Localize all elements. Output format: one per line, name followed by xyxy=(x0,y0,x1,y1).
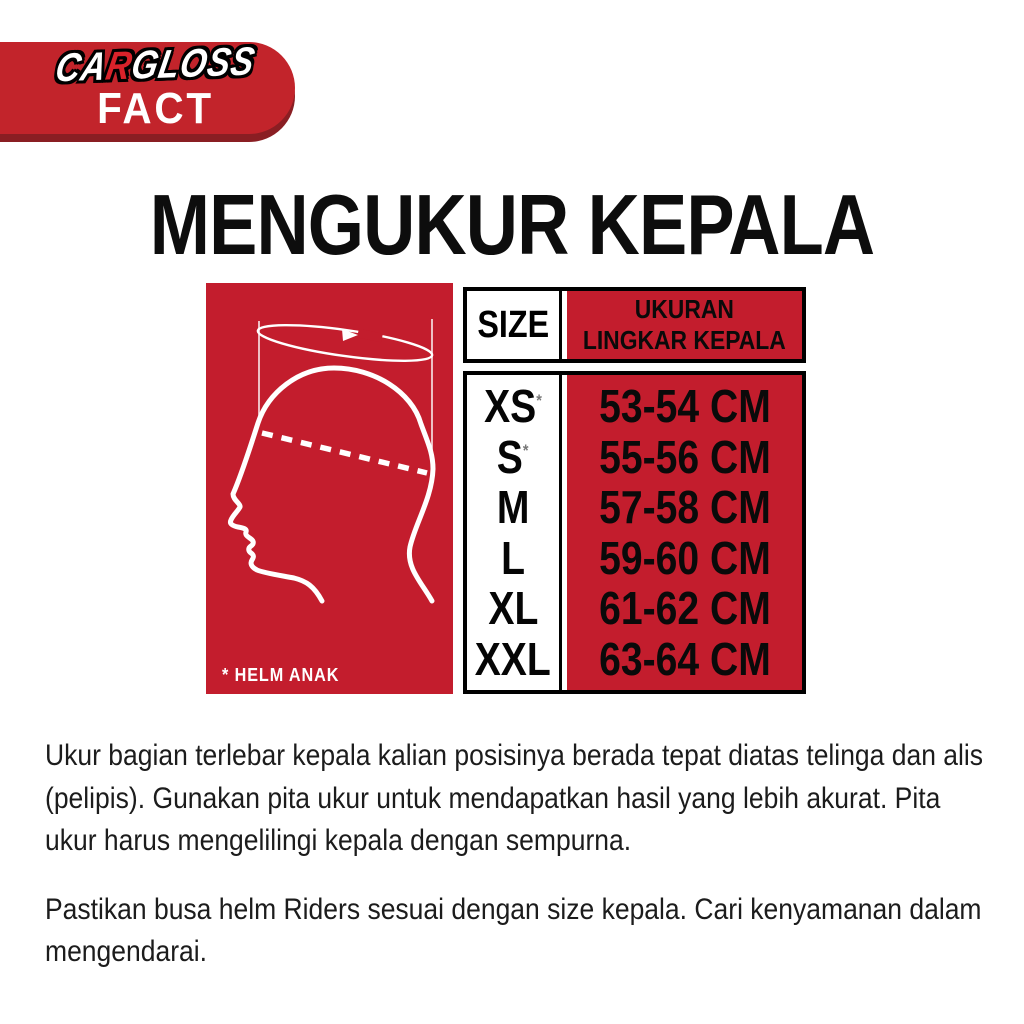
size-row xyxy=(494,430,531,483)
cargloss-fact-banner xyxy=(0,39,295,134)
description xyxy=(45,735,990,974)
head-outline xyxy=(230,368,433,601)
logo-text-r: R xyxy=(102,43,136,89)
size-range: 53-54 CM xyxy=(598,380,771,433)
size-note-asterisk: * xyxy=(523,441,529,461)
figure-caption: * HELM ANAK xyxy=(222,665,340,685)
circumference-dashed-line xyxy=(262,433,427,473)
size-label: M xyxy=(496,481,530,534)
paragraph-measure-instructions: Ukur bagian terlebar kepala kalian posisinya berada tepat diatas telinga dan alis (pelipis). Gunakan pita ukur untuk mendapatkan hasil yang lebih akurat. Pita ukur harus mengelilingi kepala dengan sempurna. xyxy=(45,739,984,858)
logo-text-ca: CA xyxy=(52,44,111,91)
range-column xyxy=(567,375,802,690)
size-column xyxy=(467,375,562,690)
logo-text-gloss: GLOSS xyxy=(128,39,259,88)
header-size-label: SIZE xyxy=(477,303,549,346)
size-range: 61-62 CM xyxy=(598,582,771,635)
range-row xyxy=(584,481,786,534)
header-size-cell xyxy=(467,291,562,359)
logo-tagline: FACT xyxy=(97,84,214,133)
size-table-body xyxy=(463,371,806,694)
header-measure-line2: LINGKAR KEPALA xyxy=(583,325,786,355)
range-row xyxy=(584,380,786,433)
paragraph-comfort-note: Pastikan busa helm Riders sesuai dengan size kepala. Cari kenyamanan dalam mengendarai. xyxy=(45,892,982,969)
head-measure-figure xyxy=(206,283,453,694)
size-range: 57-58 CM xyxy=(598,481,771,534)
size-table xyxy=(463,287,806,694)
header-measure-line1: UKURAN xyxy=(634,293,735,324)
size-label: L xyxy=(501,531,525,584)
size-label: XXL xyxy=(474,632,552,685)
range-row xyxy=(584,430,786,483)
size-label: XL xyxy=(488,582,538,635)
cargloss-logo xyxy=(52,39,259,91)
size-row xyxy=(494,481,532,534)
size-row xyxy=(499,531,527,584)
size-note-asterisk: * xyxy=(536,390,542,410)
range-row xyxy=(584,582,786,635)
range-row xyxy=(584,632,786,685)
size-row xyxy=(484,582,543,635)
header-measure-cell xyxy=(567,291,802,359)
size-range: 63-64 CM xyxy=(598,632,771,685)
size-label: S* xyxy=(497,430,529,483)
size-range: 55-56 CM xyxy=(598,430,771,483)
tape-ellipse xyxy=(256,318,434,368)
tape-ellipse-gap xyxy=(358,333,382,338)
page-title: MENGUKUR KEPALA xyxy=(149,178,875,273)
size-range: 59-60 CM xyxy=(598,531,771,584)
size-row xyxy=(479,380,547,433)
range-row xyxy=(584,531,786,584)
head-profile-illustration xyxy=(206,283,453,694)
size-table-header xyxy=(463,287,806,363)
size-label: XS* xyxy=(484,380,542,433)
size-row xyxy=(468,632,557,685)
